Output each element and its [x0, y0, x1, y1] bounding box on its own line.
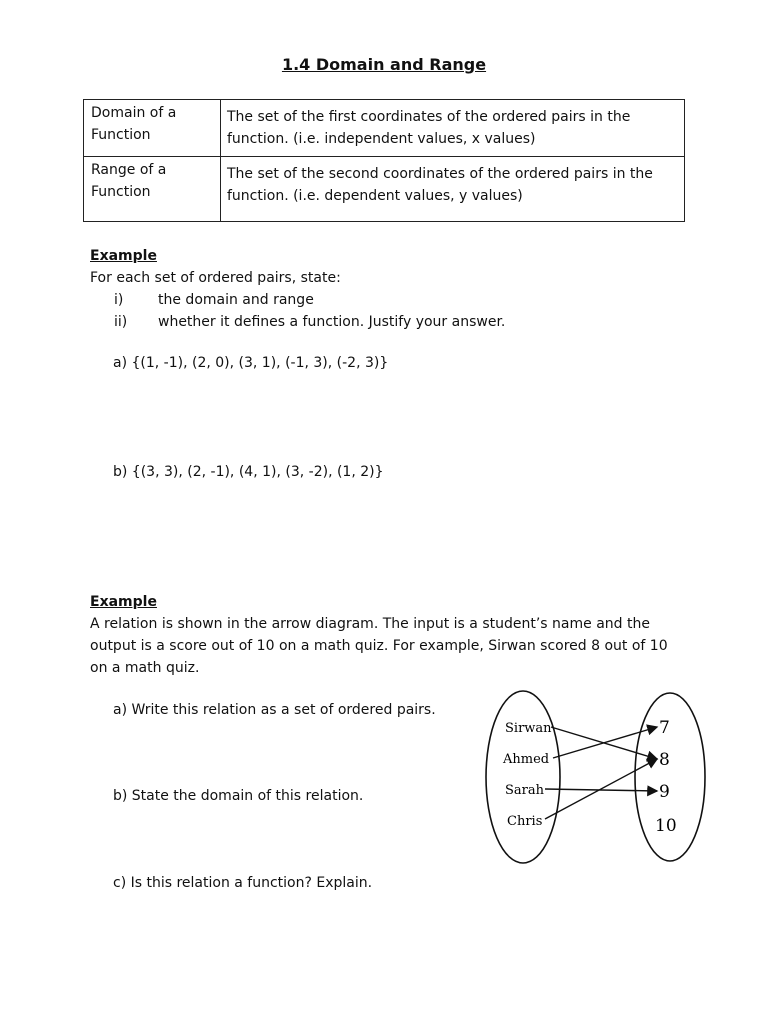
- output-label: 10: [655, 816, 677, 836]
- input-label: Chris: [507, 814, 543, 829]
- definition-row-range: [84, 157, 685, 222]
- example-1-part-b: b) {(3, 3), (2, -1), (4, 1), (3, -2), (1, 2)}: [113, 464, 384, 480]
- list-item-text: whether it defines a function. Justify your answer.: [158, 314, 506, 330]
- example-1-intro: For each set of ordered pairs, state:: [90, 270, 341, 286]
- list-item: [90, 311, 690, 333]
- definition-row-domain: [84, 100, 685, 157]
- page-title: 1.4 Domain and Range: [281, 55, 487, 74]
- output-label: 8: [659, 750, 670, 770]
- example-2: [90, 591, 680, 679]
- input-label: Sirwan: [505, 721, 552, 736]
- example-1: [90, 245, 690, 333]
- example-2-part-a: a) Write this relation as a set of ordered pairs.: [113, 702, 436, 718]
- term-range: Range of a Function: [84, 157, 221, 222]
- example-2-part-b: b) State the domain of this relation.: [113, 788, 364, 804]
- arrow-diagram: [475, 685, 715, 870]
- mapping-arrows: [545, 727, 657, 819]
- definition-range: The set of the second coordinates of the ordered pairs in the function. (i.e. dependent values, y values): [221, 157, 685, 222]
- list-item-number: i): [114, 292, 124, 308]
- example-2-text: A relation is shown in the arrow diagram. The input is a student’s name and the output is a score out of 10 on a math quiz. For example, Sirwan scored 8 out of 10 on a math quiz.: [90, 616, 668, 676]
- list-item-number: ii): [114, 314, 128, 330]
- definition-domain: The set of the first coordinates of the ordered pairs in the function. (i.e. independent values, x values): [221, 100, 685, 157]
- example-2-part-c: c) Is this relation a function? Explain.: [113, 875, 373, 891]
- term-domain: Domain of a Function: [84, 100, 221, 157]
- list-item-text: the domain and range: [158, 292, 314, 308]
- output-label: 7: [659, 718, 670, 738]
- example-1-heading: Example: [90, 248, 157, 264]
- example-1-part-a: a) {(1, -1), (2, 0), (3, 1), (-1, 3), (-2, 3)}: [113, 355, 389, 371]
- definitions-table: [83, 99, 685, 222]
- input-oval: [486, 691, 560, 863]
- list-item: [90, 289, 690, 311]
- output-label: 9: [659, 782, 670, 802]
- input-label: Ahmed: [503, 752, 550, 767]
- example-2-heading: Example: [90, 594, 157, 610]
- input-label: Sarah: [505, 783, 544, 798]
